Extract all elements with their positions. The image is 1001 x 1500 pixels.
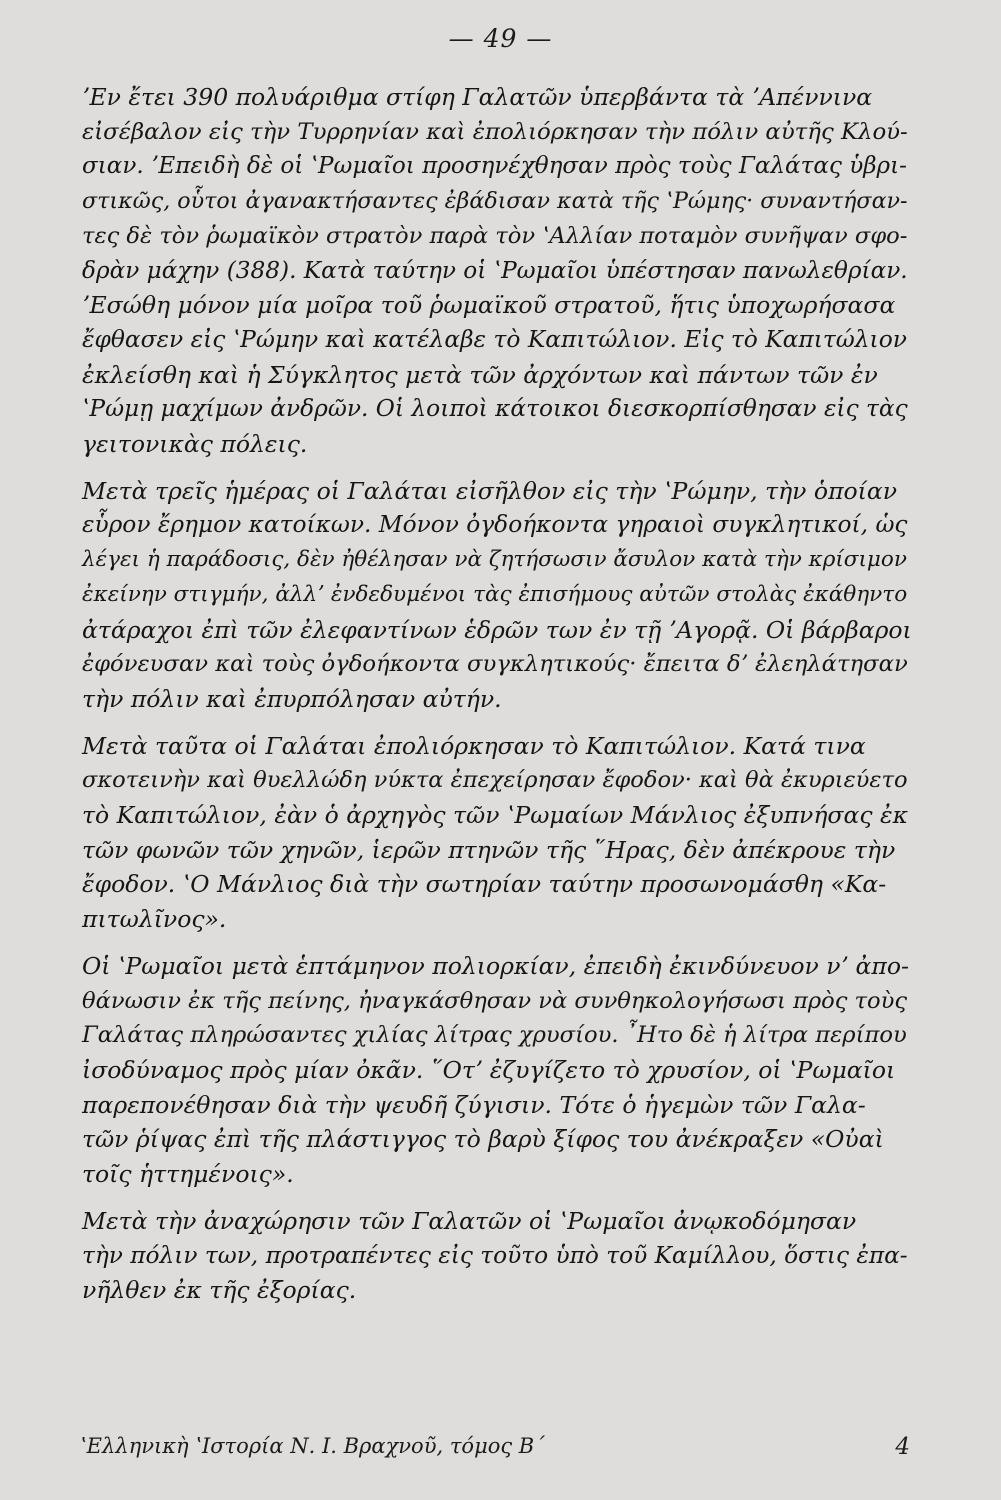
text-line: ἐκλείσθη καὶ ἡ Σύγκλητος μετὰ τῶν ἀρχόντων καὶ πάντων τῶν ἐν: [82, 360, 878, 389]
text-line: εὗρον ἔρημον κατοίκων. Μόνον ὀγδοήκοντα γηραιοὶ συγκλητικοί, ὡς: [82, 511, 908, 539]
paragraph-3: [82, 729, 912, 937]
text-line: λέγει ἡ παράδοσις, δὲν ἠθέλησαν νὰ ζητήσωσιν ἄσυλον κατὰ τὴν κρίσιμον: [82, 547, 907, 573]
paragraph-5: [82, 1204, 912, 1308]
text-line: πιτωλῖνος».: [82, 905, 227, 934]
text-line: Μετὰ ταῦτα οἱ Γαλάται ἐπολιόρκησαν τὸ Καπιτώλιον. Κατά τινα: [82, 731, 866, 760]
text-line: τῶν φωνῶν τῶν χηνῶν, ἱερῶν πτηνῶν τῆς ῞Ηρας, δὲν ἀπέκρουε τὴν: [82, 835, 896, 864]
signature-mark: 4: [895, 1434, 910, 1460]
text-line: ἔφθασεν εἰς ʽΡώμην καὶ κατέλαβε τὸ Καπιτώλιον. Εἰς τὸ Καπιτώλιον: [82, 325, 907, 353]
text-line: σιαν. ʼΕπειδὴ δὲ οἱ ʽΡωμαῖοι προσηνέχθησαν πρὸς τοὺς Γαλάτας ὑβρι-: [82, 153, 907, 180]
text-line: νῆλθεν ἐκ τῆς ἐξορίας.: [82, 1276, 357, 1305]
text-line: γειτονικὰς πόλεις.: [82, 430, 308, 459]
page-number: — 49 —: [448, 24, 553, 53]
text-line: στικῶς, οὗτοι ἀγανακτήσαντες ἐβάδισαν κατὰ τῆς ʽΡώμης· συναντήσαν-: [82, 188, 908, 215]
text-line: ἀτάραχοι ἐπὶ τῶν ἐλεφαντίνων ἑδρῶν των ἐν τῇ ʼΑγορᾷ. Οἱ βάρβαροι: [82, 615, 912, 644]
text-line: σκοτεινὴν καὶ θυελλώδη νύκτα ἐπεχείρησαν ἔφοδον· καὶ θὰ ἐκυριεύετο: [82, 767, 908, 794]
paragraph-2: [82, 474, 912, 717]
text-line: ʽΡώμῃ μαχίμων ἀνδρῶν. Οἱ λοιποὶ κάτοικοι διεσκορπίσθησαν εἰς τὰς: [82, 395, 908, 423]
text-line: τὴν πόλιν των, προτραπέντες εἰς τοῦτο ὑπὸ τοῦ Καμίλλου, ὅστις ἐπα-: [82, 1241, 908, 1269]
text-line: τῶν ῥίψας ἐπὶ τῆς πλάστιγγος τὸ βαρὺ ξίφος του ἀνέκραξεν «Οὐαὶ: [82, 1125, 884, 1154]
text-line: τὸ Καπιτώλιον, ἐὰν ὁ ἀρχηγὸς τῶν ʽΡωμαίων Μάνλιος ἐξυπνήσας ἐκ: [82, 801, 908, 830]
paragraph-1: [82, 80, 912, 462]
body-text: [82, 80, 912, 1320]
text-line: εἰσέβαλον εἰς τὴν Τυρρηνίαν καὶ ἐπολιόρκησαν τὴν πόλιν αὐτῆς Κλού-: [82, 118, 908, 145]
text-line: ʼΕν ἔτει 390 πολυάριθμα στίφη Γαλατῶν ὑπερβάντα τὰ ʼΑπέννινα: [82, 83, 873, 111]
text-line: ʼΕσώθη μόνον μία μοῖρα τοῦ ῥωμαϊκοῦ στρατοῦ, ἥτις ὑποχωρήσασα: [82, 291, 896, 320]
text-line: θάνωσιν ἐκ τῆς πείνης, ἠναγκάσθησαν νὰ συνθηκολογήσωσι πρὸς τοὺς: [82, 987, 907, 1014]
paragraph-4: [82, 949, 912, 1192]
text-line: δρὰν μάχην (388). Κατὰ ταύτην οἱ ʽΡωμαῖοι ὑπέστησαν πανωλεθρίαν.: [82, 256, 908, 284]
book-title-footer: ʽΕλληνικὴ ʽΙστορία Ν. Ι. Βραχνοῦ, τόμος Β΄: [80, 1434, 545, 1458]
text-line: ἐκείνην στιγμήν, ἀλλʼ ἐνδεδυμένοι τὰς ἐπισήμους αὐτῶν στολὰς ἐκάθηντο: [82, 581, 908, 607]
text-line: Γαλάτας πληρώσαντες χιλίας λίτρας χρυσίου. ῏Ητο δὲ ἡ λίτρα περίπου: [82, 1022, 907, 1049]
text-line: ἔφοδον. ʽΟ Μάνλιος διὰ τὴν σωτηρίαν ταύτην προσωνομάσθη «Κα-: [82, 870, 887, 899]
text-line: τες δὲ τὸν ῥωμαϊκὸν στρατὸν παρὰ τὸν ʽΑλλίαν ποταμὸν συνῆψαν σφο-: [82, 222, 908, 249]
text-line: Μετὰ τρεῖς ἡμέρας οἱ Γαλάται εἰσῆλθον εἰς τὴν ʽΡώμην, τὴν ὁποίαν: [82, 476, 898, 505]
text-line: ἐφόνευσαν καὶ τοὺς ὀγδοήκοντα συγκλητικούς· ἔπειτα δʼ ἐλεηλάτησαν: [82, 651, 908, 678]
text-line: τοῖς ἡττημένοις».: [82, 1160, 294, 1189]
text-line: τὴν πόλιν καὶ ἐπυρπόλησαν αὐτήν.: [82, 684, 502, 713]
text-line: Μετὰ τὴν ἀναχώρησιν τῶν Γαλατῶν οἱ ʽΡωμαῖοι ἀνῳκοδόμησαν: [82, 1206, 857, 1235]
text-line: Οἱ ʽΡωμαῖοι μετὰ ἑπτάμηνον πολιορκίαν, ἐπειδὴ ἐκινδύνευον νʼ ἀπο-: [82, 951, 909, 980]
text-line: παρεπονέθησαν διὰ τὴν ψευδῆ ζύγισιν. Τότε ὁ ἡγεμὼν τῶν Γαλα-: [82, 1090, 866, 1119]
text-line: ἰσοδύναμος πρὸς μίαν ὀκᾶν. ῞Οτʼ ἐζυγίζετο τὸ χρυσίον, οἱ ʽΡωμαῖοι: [82, 1055, 896, 1084]
